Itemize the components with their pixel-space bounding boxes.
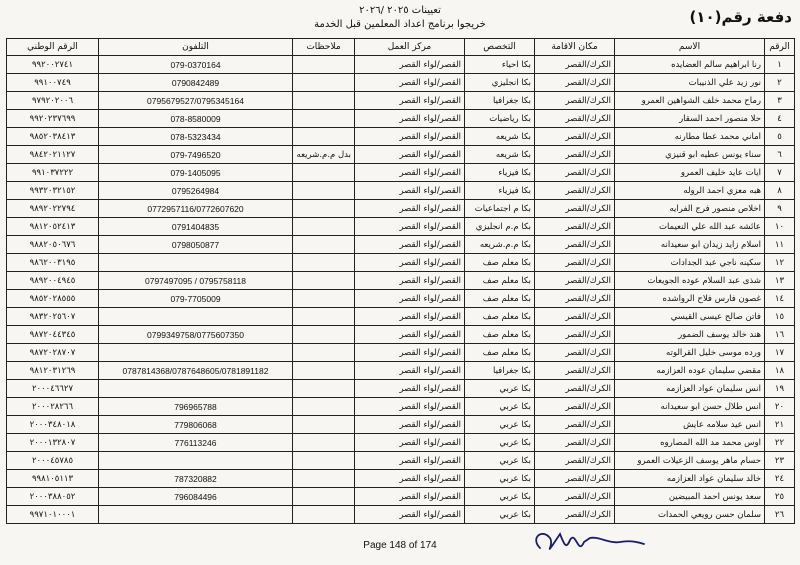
cell-center: القصر/لواء القصر <box>355 398 465 416</box>
table-header-row <box>7 39 795 56</box>
cell-phone: 776113246 <box>99 434 293 452</box>
cell-phone: 079-0370164 <box>99 56 293 74</box>
cell-res: الكرك/القصر <box>535 74 615 92</box>
cell-res: الكرك/القصر <box>535 416 615 434</box>
cell-spec: بكا م اجتماعيات <box>465 200 535 218</box>
cell-res: الكرك/القصر <box>535 146 615 164</box>
cell-name: اماني محمد عطا مطارنه <box>615 128 765 146</box>
cell-center: القصر/لواء القصر <box>355 470 465 488</box>
table-row <box>7 362 795 380</box>
table-row <box>7 416 795 434</box>
cell-res: الكرك/القصر <box>535 272 615 290</box>
cell-center: القصر/لواء القصر <box>355 326 465 344</box>
cell-note: بدل م.م.شريعه <box>293 146 355 164</box>
cell-seq: ١١ <box>765 236 795 254</box>
cell-center: القصر/لواء القصر <box>355 290 465 308</box>
cell-nid: ٩٩٣٢٠٣٢١٥٢ <box>7 182 99 200</box>
cell-phone <box>99 254 293 272</box>
cell-note <box>293 326 355 344</box>
cell-phone: 079-7496520 <box>99 146 293 164</box>
cell-note <box>293 218 355 236</box>
cell-res: الكرك/القصر <box>535 92 615 110</box>
cell-spec: بكا احياء <box>465 56 535 74</box>
cell-seq: ١٥ <box>765 308 795 326</box>
cell-seq: ٢٥ <box>765 488 795 506</box>
cell-center: القصر/لواء القصر <box>355 308 465 326</box>
cell-nid: ٢٠٠٠٤٥٧٨٥ <box>7 452 99 470</box>
cell-nid: ٩٩١٠٠٧٤٩ <box>7 74 99 92</box>
cell-spec: بكا جغرافيا <box>465 92 535 110</box>
cell-seq: ١٦ <box>765 326 795 344</box>
header-line-1: تعيينات ٢٠٢٥ /٢٠٢٦ <box>359 5 441 16</box>
cell-seq: ١٢ <box>765 254 795 272</box>
table-row <box>7 470 795 488</box>
table-row <box>7 488 795 506</box>
cell-seq: ٧ <box>765 164 795 182</box>
table-body <box>7 56 795 524</box>
table-row <box>7 506 795 524</box>
cell-phone: 0791404835 <box>99 218 293 236</box>
cell-res: الكرك/القصر <box>535 326 615 344</box>
table-row <box>7 290 795 308</box>
cell-nid: ٩٨٥٢٠٣٨٤١٣ <box>7 128 99 146</box>
cell-res: الكرك/القصر <box>535 128 615 146</box>
cell-note <box>293 488 355 506</box>
cell-nid: ٩٩٧١٠١٠٠٠١ <box>7 506 99 524</box>
cell-spec: بكا معلم صف <box>465 254 535 272</box>
cell-nid: ٩٨٩٢٠٢٢٧٩٤ <box>7 200 99 218</box>
cell-res: الكرك/القصر <box>535 488 615 506</box>
cell-spec: بكا عربي <box>465 398 535 416</box>
cell-nid: ٩٧٩٢٠٢٠٠٦ <box>7 92 99 110</box>
cell-nid: ٩٨٧٢٠٤٤٣٤٥ <box>7 326 99 344</box>
cell-nid: ٢٠٠٠٢٨٢٦٦ <box>7 398 99 416</box>
cell-center: القصر/لواء القصر <box>355 434 465 452</box>
cell-note <box>293 92 355 110</box>
cell-seq: ١٧ <box>765 344 795 362</box>
cell-res: الكرك/القصر <box>535 308 615 326</box>
cell-spec: بكا عربي <box>465 506 535 524</box>
cell-note <box>293 344 355 362</box>
cell-seq: ٢٢ <box>765 434 795 452</box>
table-row <box>7 398 795 416</box>
header-line-2: خريجوا برنامج اعداد المعلمين قبل الخدمة <box>314 19 486 30</box>
cell-spec: بكا انجليزي <box>465 74 535 92</box>
cell-note <box>293 164 355 182</box>
cell-phone <box>99 380 293 398</box>
cell-name: انس عيد سلامه عايش <box>615 416 765 434</box>
cell-name: عائشه عبد الله علي النعيمات <box>615 218 765 236</box>
cell-phone: 0772957116/0772607620 <box>99 200 293 218</box>
cell-note <box>293 56 355 74</box>
table-row <box>7 110 795 128</box>
column-header-name: الاسم <box>615 39 765 56</box>
cell-center: القصر/لواء القصر <box>355 218 465 236</box>
cell-seq: ٩ <box>765 200 795 218</box>
cell-spec: بكا فيزياء <box>465 182 535 200</box>
cell-center: القصر/لواء القصر <box>355 164 465 182</box>
cell-note <box>293 362 355 380</box>
table-row <box>7 56 795 74</box>
cell-seq: ١٨ <box>765 362 795 380</box>
cell-center: القصر/لواء القصر <box>355 416 465 434</box>
cell-nid: ٩٨١٢٠٥٢٤١٣ <box>7 218 99 236</box>
cell-nid: ٢٠٠٠١٣٢٨٠٧ <box>7 434 99 452</box>
table-row <box>7 452 795 470</box>
cell-name: سناء يونس عطيه ابو قنيزي <box>615 146 765 164</box>
cell-center: القصر/لواء القصر <box>355 74 465 92</box>
cell-seq: ٢ <box>765 74 795 92</box>
cell-spec: بكا معلم صف <box>465 290 535 308</box>
cell-phone: 0795679527/0795345164 <box>99 92 293 110</box>
cell-res: الكرك/القصر <box>535 200 615 218</box>
cell-seq: ٢٦ <box>765 506 795 524</box>
cell-seq: ٢٣ <box>765 452 795 470</box>
cell-name: هند خالد يوسف الضمور <box>615 326 765 344</box>
column-header-phone: التلفون <box>99 39 293 56</box>
cell-name: سكينه ناجي عبد الجدادات <box>615 254 765 272</box>
cell-phone: 078-5323434 <box>99 128 293 146</box>
cell-seq: ٥ <box>765 128 795 146</box>
cell-nid: ٩٨٤٢٠٢١١٢٧ <box>7 146 99 164</box>
cell-seq: ٢١ <box>765 416 795 434</box>
table-row <box>7 92 795 110</box>
cell-seq: ٢٤ <box>765 470 795 488</box>
cell-name: شذى عبد السلام عوده الجويعات <box>615 272 765 290</box>
cell-center: القصر/لواء القصر <box>355 182 465 200</box>
cell-res: الكرك/القصر <box>535 434 615 452</box>
cell-res: الكرك/القصر <box>535 218 615 236</box>
cell-nid: ٩٨٩٢٠٠٤٩٤٥ <box>7 272 99 290</box>
cell-phone: 0795264984 <box>99 182 293 200</box>
cell-phone <box>99 452 293 470</box>
table-row <box>7 200 795 218</box>
cell-note <box>293 398 355 416</box>
column-header-seq: الرقم <box>765 39 795 56</box>
table-row <box>7 236 795 254</box>
cell-phone: 796965788 <box>99 398 293 416</box>
cell-phone: 079-1405095 <box>99 164 293 182</box>
cell-note <box>293 470 355 488</box>
cell-name: ورده موسى خليل القرالوته <box>615 344 765 362</box>
cell-name: رنا ابراهيم سالم العضايده <box>615 56 765 74</box>
cell-note <box>293 290 355 308</box>
table-row <box>7 254 795 272</box>
cell-note <box>293 380 355 398</box>
cell-spec: بكا رياضيات <box>465 110 535 128</box>
cell-spec: بكا معلم صف <box>465 308 535 326</box>
cell-seq: ١٠ <box>765 218 795 236</box>
cell-note <box>293 272 355 290</box>
table-row <box>7 182 795 200</box>
cell-nid: ٩٩٨١٠٥١١٣ <box>7 470 99 488</box>
cell-name: اسلام زايد زيدان ابو سعيدانه <box>615 236 765 254</box>
cell-name: نور زيد علي الذنيبات <box>615 74 765 92</box>
cell-seq: ١٣ <box>765 272 795 290</box>
cell-res: الكرك/القصر <box>535 506 615 524</box>
cell-name: ايات عايد خليف العمرو <box>615 164 765 182</box>
cell-name: اخلاص منصور فرج الفرايه <box>615 200 765 218</box>
column-header-specialization: التخصص <box>465 39 535 56</box>
cell-center: القصر/لواء القصر <box>355 128 465 146</box>
column-header-work-center: مركز العمل <box>355 39 465 56</box>
cell-center: القصر/لواء القصر <box>355 380 465 398</box>
cell-phone: 078-8580009 <box>99 110 293 128</box>
cell-spec: بكا معلم صف <box>465 344 535 362</box>
table-row <box>7 146 795 164</box>
cell-res: الكرك/القصر <box>535 452 615 470</box>
cell-spec: بكا شريعه <box>465 128 535 146</box>
cell-nid: ٩٩٢٠٢٣٧٦٩٩ <box>7 110 99 128</box>
cell-note <box>293 110 355 128</box>
cell-center: القصر/لواء القصر <box>355 254 465 272</box>
cell-phone: 0787814368/0787648605/0781891182 <box>99 362 293 380</box>
cell-spec: بكا عربي <box>465 434 535 452</box>
page-number: Page 148 of 174 <box>363 540 437 551</box>
table-row <box>7 74 795 92</box>
cell-nid: ٩٨٣٢٠٢٥٦٠٧ <box>7 308 99 326</box>
document-header <box>240 4 560 32</box>
cell-name: حلا منصور احمد السقار <box>615 110 765 128</box>
column-header-national-id: الرقم الوطني <box>7 39 99 56</box>
cell-name: انس سليمان عواد العزازمه <box>615 380 765 398</box>
cell-name: اوس محمد مد الله المصاروه <box>615 434 765 452</box>
cell-name: سلمان حسن رويعي الحمدات <box>615 506 765 524</box>
cell-res: الكرك/القصر <box>535 182 615 200</box>
cell-res: الكرك/القصر <box>535 254 615 272</box>
cell-nid: ٩٨٧٢٠٢٨٧٠٧ <box>7 344 99 362</box>
cell-spec: بكا معلم صف <box>465 272 535 290</box>
cell-name: رماح محمد خلف الشواهين العمرو <box>615 92 765 110</box>
cell-spec: بكا عربي <box>465 416 535 434</box>
cell-nid: ٩٨٥٢٠٢٨٥٥٥ <box>7 290 99 308</box>
cell-center: القصر/لواء القصر <box>355 110 465 128</box>
cell-name: انس طلال حسن ابو سعيدانه <box>615 398 765 416</box>
cell-seq: ٦ <box>765 146 795 164</box>
cell-seq: ٢٠ <box>765 398 795 416</box>
cell-center: القصر/لواء القصر <box>355 200 465 218</box>
cell-res: الكرك/القصر <box>535 290 615 308</box>
cell-center: القصر/لواء القصر <box>355 344 465 362</box>
batch-number: دفعة رقم(١٠) <box>689 8 792 26</box>
cell-res: الكرك/القصر <box>535 56 615 74</box>
cell-center: القصر/لواء القصر <box>355 362 465 380</box>
cell-spec: بكا عربي <box>465 488 535 506</box>
cell-phone: 0797497095 / 0795758118 <box>99 272 293 290</box>
table-row <box>7 308 795 326</box>
cell-note <box>293 452 355 470</box>
cell-nid: ٩٨١٢٠٣١٢٦٩ <box>7 362 99 380</box>
cell-nid: ٢٠٠٠٣٨٨٠٥٢ <box>7 488 99 506</box>
cell-seq: ١٩ <box>765 380 795 398</box>
table-row <box>7 164 795 182</box>
cell-spec: بكا عربي <box>465 380 535 398</box>
cell-phone <box>99 308 293 326</box>
cell-res: الكرك/القصر <box>535 380 615 398</box>
cell-nid: ٩٨٨٢٠٥٠٦٧٦ <box>7 236 99 254</box>
table-row <box>7 218 795 236</box>
cell-center: القصر/لواء القصر <box>355 236 465 254</box>
cell-res: الكرك/القصر <box>535 398 615 416</box>
cell-phone: 079-7705009 <box>99 290 293 308</box>
cell-name: فاتن صالح عيسى القيسي <box>615 308 765 326</box>
cell-res: الكرك/القصر <box>535 362 615 380</box>
cell-nid: ٩٨٦٢٠٠٣١٩٥ <box>7 254 99 272</box>
cell-seq: ٨ <box>765 182 795 200</box>
cell-nid: ٢٠٠٠٣٤٨٠١٨ <box>7 416 99 434</box>
table-row <box>7 326 795 344</box>
table-row <box>7 128 795 146</box>
table-row <box>7 344 795 362</box>
cell-note <box>293 236 355 254</box>
cell-phone: 779806068 <box>99 416 293 434</box>
cell-seq: ١ <box>765 56 795 74</box>
cell-res: الكرك/القصر <box>535 164 615 182</box>
cell-name: مقضي سليمان عوده العزازمه <box>615 362 765 380</box>
cell-note <box>293 308 355 326</box>
cell-spec: بكا فيزياء <box>465 164 535 182</box>
cell-center: القصر/لواء القصر <box>355 452 465 470</box>
cell-center: القصر/لواء القصر <box>355 506 465 524</box>
cell-spec: بكا شريعه <box>465 146 535 164</box>
cell-note <box>293 182 355 200</box>
cell-name: سعد يونس احمد المبيضين <box>615 488 765 506</box>
cell-nid: ٩٩٢٠٠٢٧٤١ <box>7 56 99 74</box>
cell-note <box>293 254 355 272</box>
cell-seq: ٣ <box>765 92 795 110</box>
cell-name: غصون فارس فلاح الرواشده <box>615 290 765 308</box>
cell-seq: ١٤ <box>765 290 795 308</box>
cell-note <box>293 128 355 146</box>
column-header-residence: مكان الاقامة <box>535 39 615 56</box>
cell-name: هبه معزي احمد الروله <box>615 182 765 200</box>
cell-phone <box>99 506 293 524</box>
table-row <box>7 434 795 452</box>
cell-spec: بكا عربي <box>465 470 535 488</box>
cell-res: الكرك/القصر <box>535 110 615 128</box>
cell-phone: 796084496 <box>99 488 293 506</box>
cell-spec: بكا م.م.شريعه <box>465 236 535 254</box>
cell-phone: 787320882 <box>99 470 293 488</box>
cell-res: الكرك/القصر <box>535 470 615 488</box>
cell-res: الكرك/القصر <box>535 344 615 362</box>
cell-spec: بكا عربي <box>465 452 535 470</box>
cell-note <box>293 200 355 218</box>
cell-phone: 0798050877 <box>99 236 293 254</box>
cell-nid: ٩٩١٠٣٧٢٢٢ <box>7 164 99 182</box>
cell-phone: 0799349758/0775607350 <box>99 326 293 344</box>
column-header-notes: ملاحظات <box>293 39 355 56</box>
appointments-table <box>6 38 795 524</box>
cell-phone <box>99 344 293 362</box>
cell-note <box>293 416 355 434</box>
cell-spec: بكا جغرافيا <box>465 362 535 380</box>
cell-seq: ٤ <box>765 110 795 128</box>
cell-spec: بكا م.م انجليزي <box>465 218 535 236</box>
cell-spec: بكا معلم صف <box>465 326 535 344</box>
cell-phone: 0790842489 <box>99 74 293 92</box>
cell-name: خالد سليمان عواد العزازمه <box>615 470 765 488</box>
cell-res: الكرك/القصر <box>535 236 615 254</box>
cell-note <box>293 506 355 524</box>
cell-center: القصر/لواء القصر <box>355 272 465 290</box>
table-row <box>7 380 795 398</box>
cell-center: القصر/لواء القصر <box>355 56 465 74</box>
table-row <box>7 272 795 290</box>
cell-note <box>293 434 355 452</box>
cell-center: القصر/لواء القصر <box>355 488 465 506</box>
cell-nid: ٢٠٠٠٤٦٦٢٧ <box>7 380 99 398</box>
cell-center: القصر/لواء القصر <box>355 92 465 110</box>
cell-center: القصر/لواء القصر <box>355 146 465 164</box>
cell-note <box>293 74 355 92</box>
cell-name: حسام ماهر يوسف الزعيلات العمرو <box>615 452 765 470</box>
